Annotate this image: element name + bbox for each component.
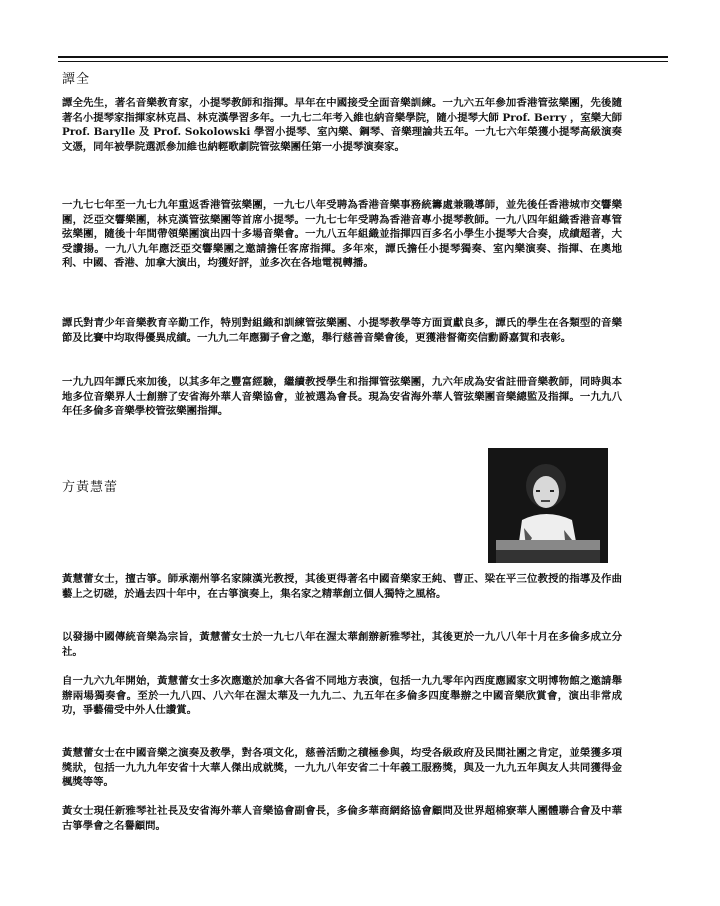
paragraph-fong-3: 自一九六九年開始，黃慧蕾女士多次應邀於加拿大各省不同地方表演，包括一九九零年內西度應國家文明博物館之邀請舉辦兩場獨奏會。至於一九八四、八六年在渥太華及一九九二、九五年在多倫多四度舉辦之中國音樂欣賞會，演出非常成功，爭藝備受中外人仕讚賞。 — [62, 675, 622, 717]
portrait-photo — [488, 448, 608, 563]
paragraph-tam-3: 譚氏對青少年音樂教育辛勤工作，特別對組織和訓練管弦樂團、小提琴教學等方面貢獻良多，譚氏的學生在各類型的音樂節及比賽中均取得優異成績。一九九二年應獅子會之邀，舉行慈善音樂會後，更獲港督衛奕信勳爵嘉賀和表彰。 — [62, 317, 622, 344]
top-rule-thin — [58, 61, 668, 62]
paragraph-fong-5: 黃女士現任新雅琴社社長及安省海外華人音樂協會副會長，多倫多華商網絡協會顧問及世界超棉寮華人團體聯合會及中華古箏學會之名譽顧問。 — [62, 805, 622, 832]
paragraph-fong-4: 黃慧蕾女士在中國音樂之演奏及教學，對各項文化，慈善活動之積極參與，均受各級政府及民間社團之肯定，並榮獲多項獎狀，包括一九九九年安省十大華人傑出成就獎，一九九八年安省二十年義工服務獎，與及一九九五年與友人共同獲得金楓獎等等。 — [62, 747, 622, 789]
paragraph-fong-1: 黃慧蕾女士，擅古箏。師承潮州箏名家陳漢光教授，其後更得著名中國音樂家王純、曹正、梁在平三位教授的指導及作曲藝上之切磋，於過去四十年中，在古箏演奏上，集名家之精華創立個人獨特之風格。 — [62, 573, 622, 600]
paragraph-tam-1: 譚全先生，著名音樂教育家，小提琴教師和指揮。早年在中國接受全面音樂訓練。一九六五年參加香港管弦樂團，先後隨著名小提琴家指揮家林克昌、林克漢學習多年。一九七二年考入維也納音樂學院，隨小提琴大師 Prof. Berry ，室樂大師 Prof. Barylle 及 Prof. Sokolowski 學習小提琴、室內樂、鋼琴、音樂理論共五年。一九七六年榮獲小提琴高級演奏文憑，同年被學院選派參加維也納輕歌劇院管弦樂團任第一小提琴演奏家。 — [62, 97, 622, 153]
top-rule-thick — [58, 56, 668, 58]
portrait-figure-graphic — [488, 448, 608, 563]
section-title-tam: 譚全 — [62, 72, 91, 87]
paragraph-tam-4: 一九九四年譚氏來加後，以其多年之豐富經驗，繼續教授學生和指揮管弦樂團，九六年成為安省註冊音樂教師，同時與本地多位音樂界人士創辦了安省海外華人音樂協會，並被選為會長。現為安省海外華人管弦樂團音樂總監及指揮。一九九八年任多倫多音樂學校管弦樂團指揮。 — [62, 376, 622, 418]
paragraph-fong-2: 以發揚中國傳統音樂為宗旨，黃慧蕾女士於一九七八年在渥太華創辦新雅琴社，其後更於一九八八年十月在多倫多成立分社。 — [62, 631, 622, 658]
section-title-fong: 方黃慧蕾 — [62, 480, 119, 495]
paragraph-tam-2: 一九七七年至一九七九年重返香港管弦樂團，一九七八年受聘為香港音樂事務統籌處兼職導師，並先後任香港城市交響樂團，泛亞交響樂團，林克漢管弦樂團等首席小提琴。一九七七年受聘為香港音專小提琴教師。一九八四年組織香港音專管弦樂團，隨後十年間帶領樂團演出四十多場音樂會。一九八五年組織並指揮四百多名小學生小提琴大合奏，成績超著，大受讚揚。一九八九年應泛亞交響樂團之邀請擔任客席指揮。多年來，譚氏擔任小提琴獨奏、室內樂演奏、指揮、在奧地利、中國、香港、加拿大演出，均獲好評，並多次在各地電視轉播。 — [62, 199, 622, 270]
